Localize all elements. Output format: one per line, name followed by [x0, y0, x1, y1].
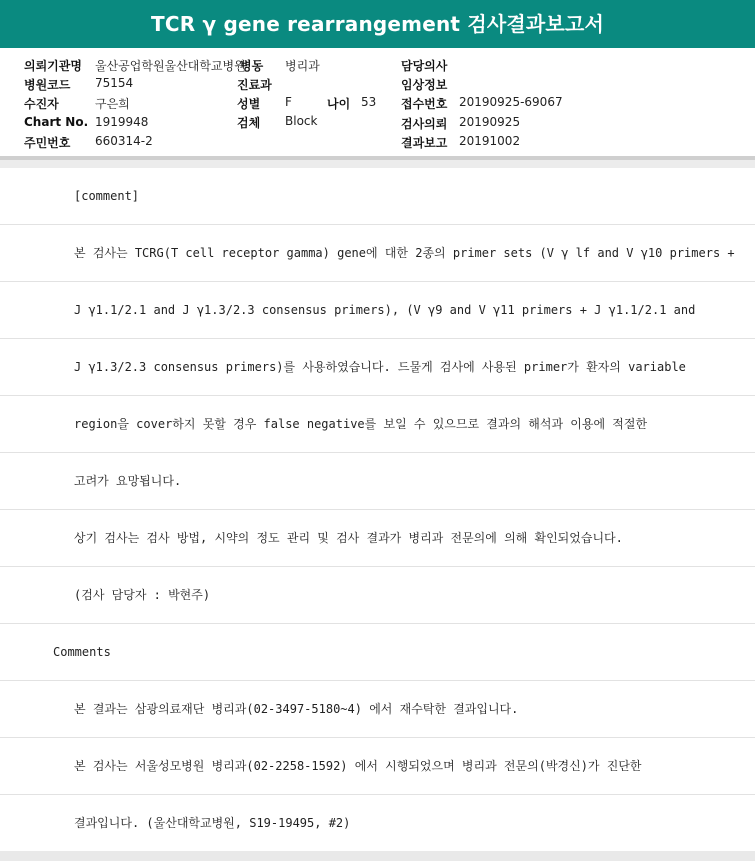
report-line [0, 567, 755, 624]
footer-bar [0, 851, 755, 861]
report-body [0, 168, 755, 851]
report-line [0, 738, 755, 795]
chart-no-value: 1919948 [95, 115, 149, 129]
request-date-value: 20190925 [459, 115, 521, 129]
report-line [0, 339, 755, 396]
receipt-no-label: 접수번호 [401, 97, 448, 111]
report-line [0, 681, 755, 738]
doctor-label: 담당의사 [401, 59, 448, 73]
clinical-info-label: 임상정보 [401, 78, 448, 92]
report-line [0, 225, 755, 282]
report-line [0, 624, 755, 681]
hospital-code-label: 병원코드 [24, 78, 71, 92]
report-line-text: (검사 담당자 : 박현주) [74, 588, 211, 602]
report-line [0, 795, 755, 852]
dept-label: 진료과 [237, 78, 272, 92]
header-divider-shadow [0, 160, 755, 168]
report-line-text: 본 결과는 삼광의료재단 병리과(02-3497-5180~4) 에서 재수탁한 결과입니다. [74, 702, 519, 716]
patient-label: 수진자 [24, 97, 59, 111]
hospital-code-value: 75154 [95, 76, 134, 90]
report-title: TCR γ gene rearrangement 검사결과보고서 [0, 0, 755, 48]
patient-info-panel [0, 48, 755, 156]
report-date-label: 결과보고 [401, 136, 448, 150]
specimen-value: Block [285, 114, 318, 128]
report-line-text: 고려가 요망됩니다. [74, 474, 182, 488]
patient-value: 구은희 [95, 97, 130, 111]
comments-heading: Comments [53, 645, 111, 659]
report-line [0, 168, 755, 225]
age-value: 53 [361, 95, 377, 109]
receipt-no-value: 20190925-69067 [459, 95, 563, 109]
sex-label: 성별 [237, 97, 261, 111]
specimen-label: 검체 [237, 116, 261, 130]
ward-label: 병동 [240, 59, 264, 73]
report-line-text: 상기 검사는 검사 방법, 시약의 정도 관리 및 검사 결과가 병리과 전문의에 의해 확인되었습니다. [74, 531, 623, 545]
hospital-label: 의뢰기관명 [24, 59, 82, 73]
report-line-text: region을 cover하지 못할 경우 false negative를 보일 수 있으므로 결과의 해석과 이용에 적절한 [74, 417, 648, 431]
report-line-text: [comment] [74, 189, 140, 203]
report-line-text: J γ1.1/2.1 and J γ1.3/2.3 consensus primers), (V γ9 and V γ11 primers + J γ1.1/2.1 and [74, 303, 696, 317]
rrn-value: 660314-2 [95, 134, 153, 148]
report-line-text: 결과입니다. (울산대학교병원, S19-19495, #2) [74, 816, 351, 830]
chart-no-label: Chart No. [24, 115, 89, 129]
report-line [0, 282, 755, 339]
hospital-value: 울산공업학원울산대학교병원 [95, 59, 246, 73]
age-label: 나이 [327, 97, 351, 111]
sex-value: F [285, 95, 292, 109]
report-line-text: 본 검사는 서울성모병원 병리과(02-2258-1592) 에서 시행되었으며 병리과 전문의(박경신)가 진단한 [74, 759, 642, 773]
report-line [0, 396, 755, 453]
report-line [0, 453, 755, 510]
ward-value: 병리과 [285, 59, 320, 73]
request-date-label: 검사의뢰 [401, 117, 448, 131]
rrn-label: 주민번호 [24, 136, 71, 150]
report-date-value: 20191002 [459, 134, 521, 148]
report-line [0, 510, 755, 567]
report-line-text: 본 검사는 TCRG(T cell receptor gamma) gene에 대한 2종의 primer sets (V γ lf and V γ10 primers + [74, 246, 735, 260]
report-line-text: J γ1.3/2.3 consensus primers)를 사용하였습니다. 드물게 검사에 사용된 primer가 환자의 variable [74, 360, 686, 374]
